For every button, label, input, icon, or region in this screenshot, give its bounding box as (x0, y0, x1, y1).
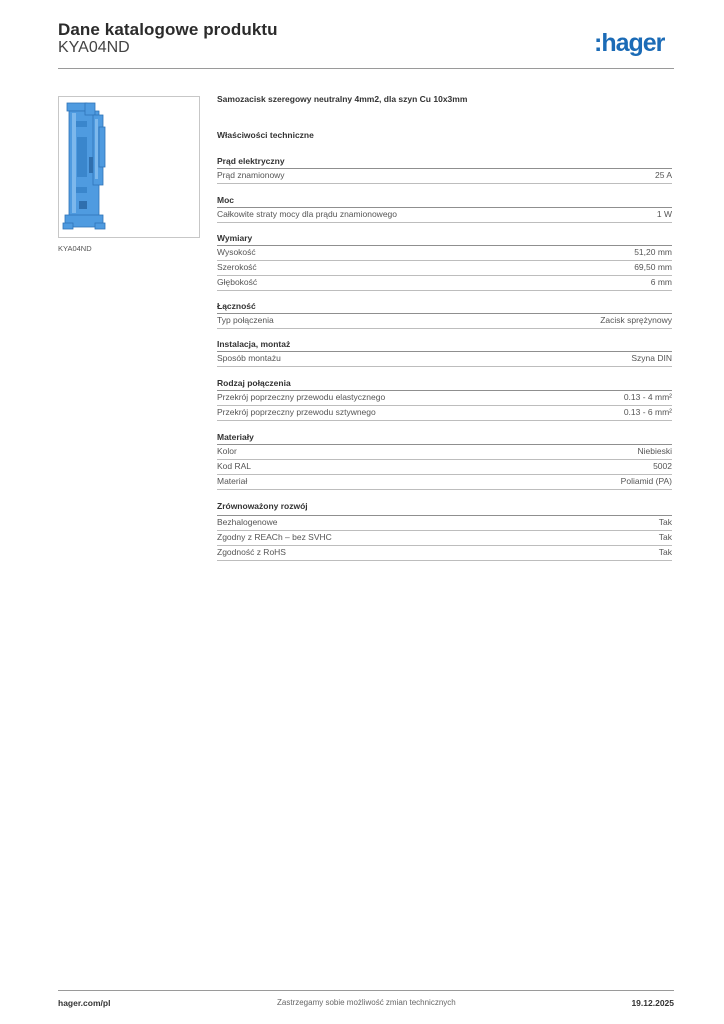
logo-text: :hager (594, 29, 665, 57)
row-label: Kolor (217, 446, 237, 456)
row-value: Poliamid (PA) (620, 476, 672, 486)
table-row (217, 445, 672, 460)
row-label: Bezhalogenowe (217, 517, 278, 527)
table-row (217, 516, 672, 531)
table-row (217, 391, 672, 406)
row-value: Tak (658, 517, 672, 527)
section-title: Łączność (217, 301, 256, 311)
table-row (217, 208, 672, 223)
row-label: Przekrój poprzeczny przewodu sztywnego (217, 407, 376, 417)
row-value: Niebieski (637, 446, 672, 456)
row-value: 51,20 mm (634, 247, 672, 257)
row-label: Zgodny z REACh – bez SVHC (217, 532, 332, 542)
section-title: Instalacja, montaż (217, 339, 291, 349)
row-label: Szerokość (217, 262, 257, 272)
row-value: 5002 (653, 461, 672, 471)
footer-disclaimer: Zastrzegamy sobie możliwość zmian technicznych (277, 998, 456, 1007)
table-row (217, 460, 672, 475)
row-label: Wysokość (217, 247, 256, 257)
header-divider (58, 68, 674, 69)
table-row (217, 314, 672, 329)
section-title: Moc (217, 195, 234, 205)
properties-heading: Właściwości techniczne (217, 130, 314, 140)
section-title: Zrównoważony rozwój (217, 501, 308, 511)
row-value: Szyna DIN (631, 353, 672, 363)
table-row (217, 475, 672, 490)
row-label: Prąd znamionowy (217, 170, 285, 180)
product-image (58, 96, 200, 238)
table-row (217, 546, 672, 561)
row-value: 25 A (654, 170, 672, 180)
table-row (217, 169, 672, 184)
table-row (217, 406, 672, 421)
row-value: 69,50 mm (634, 262, 672, 272)
row-value: 1 W (656, 209, 672, 219)
table-row (217, 276, 672, 291)
row-label: Przekrój poprzeczny przewodu elastycznego (217, 392, 386, 402)
table-row (217, 261, 672, 276)
row-label: Sposób montażu (217, 353, 281, 363)
table-row (217, 352, 672, 367)
row-value: 0.13 - 4 mm² (623, 392, 672, 402)
row-label: Zgodność z RoHS (217, 547, 286, 557)
page-title: Dane katalogowe produktu (58, 20, 278, 39)
section-title: Rodzaj połączenia (217, 378, 291, 388)
row-label: Kod RAL (217, 461, 252, 471)
row-value: 0.13 - 6 mm² (623, 407, 672, 417)
row-label: Całkowite straty mocy dla prądu znamionowego (217, 209, 398, 219)
section-title: Materiały (217, 432, 254, 442)
row-value: Tak (658, 547, 672, 557)
row-value: Tak (658, 532, 672, 542)
product-code: KYA04ND (58, 39, 130, 56)
row-label: Głębokość (217, 277, 258, 287)
product-image-caption: KYA04ND (58, 244, 92, 253)
footer-divider (58, 990, 674, 991)
row-value: 6 mm (650, 277, 672, 287)
footer-website-link[interactable]: hager.com/pl (58, 998, 111, 1008)
product-description: Samozacisk szeregowy neutralny 4mm2, dla szyn Cu 10x3mm (217, 94, 468, 104)
row-value: Zacisk sprężynowy (600, 315, 672, 325)
hager-logo (594, 27, 676, 61)
footer-date: 19.12.2025 (631, 998, 674, 1008)
terminal-block-illustration (59, 97, 199, 237)
section-title: Prąd elektryczny (217, 156, 285, 166)
table-row (217, 531, 672, 546)
table-row (217, 246, 672, 261)
row-label: Typ połączenia (217, 315, 274, 325)
row-label: Materiał (217, 476, 248, 486)
section-title: Wymiary (217, 233, 253, 243)
